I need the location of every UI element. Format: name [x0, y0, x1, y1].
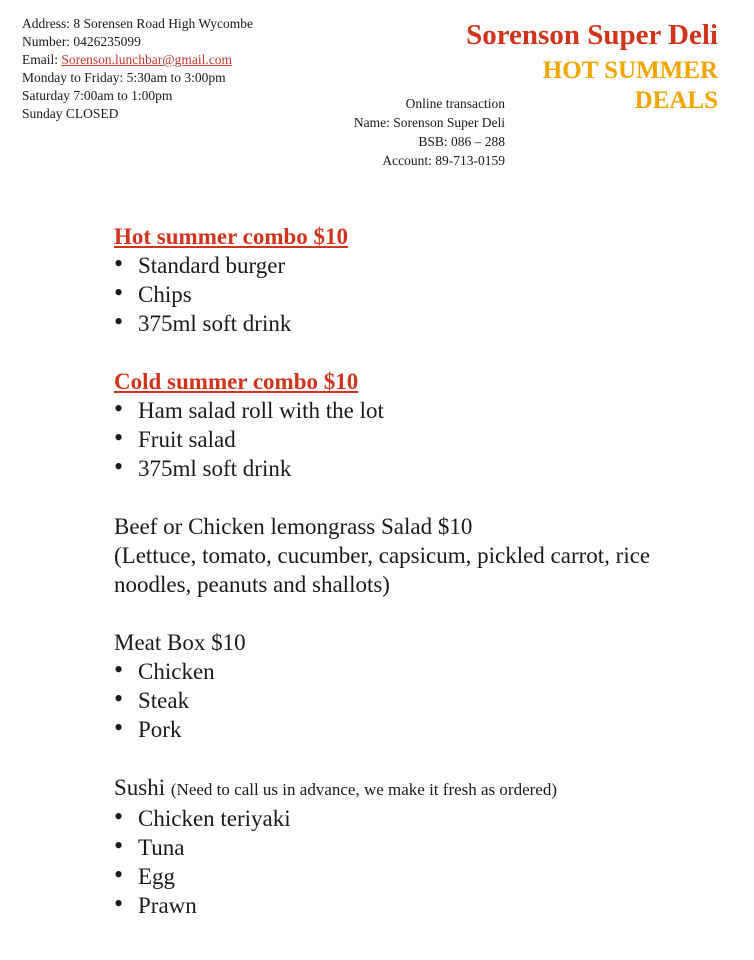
salad-description: (Lettuce, tomato, cucumber, capsicum, pickled carrot, rice noodles, peanuts and shallots): [114, 543, 651, 597]
sushi-list: [114, 804, 714, 920]
deals-tagline: HOT SUMMER DEALS: [542, 57, 718, 114]
list-item: • Pork: [114, 715, 714, 744]
cold-combo-list: [114, 396, 714, 483]
list-item: • Fruit salad: [114, 425, 714, 454]
list-item: • Chicken: [114, 657, 714, 686]
cold-combo-section: [114, 367, 714, 483]
list-item: • 375ml soft drink: [114, 454, 714, 483]
list-item: • Ham salad roll with the lot: [114, 396, 714, 425]
sushi-title: Sushi: [114, 775, 171, 800]
list-item: • 375ml soft drink: [114, 309, 714, 338]
hot-combo-section: [114, 222, 714, 338]
meatbox-list: [114, 657, 714, 744]
meatbox-title: Meat Box $10: [114, 630, 246, 655]
bank-name: Name: Sorenson Super Deli: [353, 115, 505, 130]
sushi-section: [114, 773, 714, 920]
list-item: • Prawn: [114, 891, 714, 920]
phone-line: Number: 0426235099: [22, 34, 141, 49]
list-item: • Tuna: [114, 833, 714, 862]
sunday-hours: Sunday CLOSED: [22, 106, 119, 121]
meatbox-section: [114, 628, 714, 744]
list-item: • Chicken teriyaki: [114, 804, 714, 833]
bank-details: [300, 94, 505, 170]
list-item: • Steak: [114, 686, 714, 715]
bank-heading: Online transaction: [405, 96, 505, 111]
email-label: Email:: [22, 52, 62, 67]
menu: [114, 222, 714, 949]
contact-block: [22, 15, 253, 123]
list-item: • Chips: [114, 280, 714, 309]
list-item: • Egg: [114, 862, 714, 891]
weekday-hours: Monday to Friday: 5:30am to 3:00pm: [22, 70, 226, 85]
list-item: • Standard burger: [114, 251, 714, 280]
sushi-heading: [114, 773, 714, 804]
salad-title: Beef or Chicken lemongrass Salad $10: [114, 514, 473, 539]
hot-combo-list: [114, 251, 714, 338]
address-line: Address: 8 Sorensen Road High Wycombe: [22, 16, 254, 31]
store-name: Sorenson Super Deli: [466, 19, 718, 51]
email-link[interactable]: Sorenson.lunchbar@gmail.com: [61, 52, 233, 67]
bank-account: Account: 89-713-0159: [382, 153, 505, 168]
saturday-hours: Saturday 7:00am to 1:00pm: [22, 88, 173, 103]
hot-combo-title: Hot summer combo $10: [114, 224, 349, 249]
sushi-note: (Need to call us in advance, we make it fresh as ordered): [170, 780, 558, 799]
email-line: [22, 51, 253, 69]
cold-combo-title: Cold summer combo $10: [114, 369, 359, 394]
bank-bsb: BSB: 086 – 288: [418, 134, 505, 149]
salad-section: [114, 512, 714, 599]
